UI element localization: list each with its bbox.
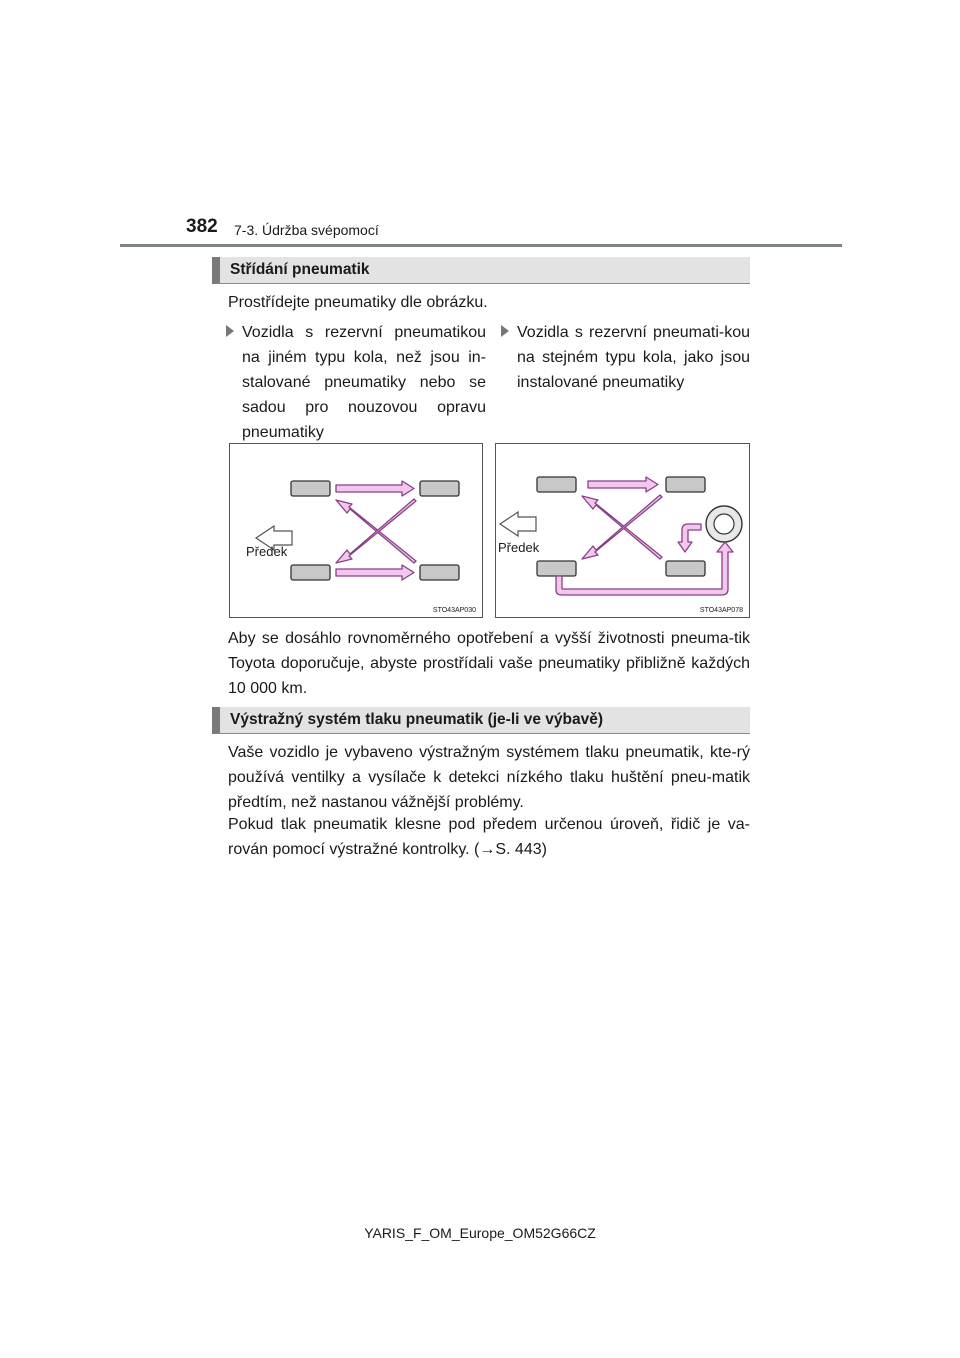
front-label: Předek bbox=[498, 540, 540, 555]
arrow-front-to-rear-top bbox=[336, 481, 414, 496]
tire-rear-right bbox=[420, 565, 459, 580]
rotation-recommendation-text: Aby se dosáhlo rovnoměrného opotřebení a vyšší životnosti pneuma-tik Toyota doporučuje, abyste prostřídali vaše pneumatiky přibližně každých 10 000 km. bbox=[228, 630, 750, 697]
arrow-spare-to-front bbox=[678, 524, 701, 552]
front-arrow-icon bbox=[500, 512, 536, 536]
section-heading-text: Střídání pneumatik bbox=[230, 261, 370, 278]
section-heading-tpws bbox=[212, 707, 750, 734]
tire-front-right bbox=[291, 565, 330, 580]
tire-front-left bbox=[291, 481, 330, 496]
tpws-paragraph-1: Vaše vozidlo je vybaveno výstražným systémem tlaku pneumatik, kte-rý používá ventilky a vysílače k detekci nízkého tlaku huštění pneu-matik předtím, než nastanou vážnější problémy. bbox=[228, 744, 750, 811]
header-rule bbox=[120, 244, 842, 247]
arrow-front-to-rear-top bbox=[588, 477, 658, 492]
footer-doc-code: YARIS_F_OM_Europe_OM52G66CZ bbox=[364, 1225, 596, 1241]
tire-rear-right bbox=[666, 561, 705, 576]
section-path: 7-3. Údržba svépomocí bbox=[234, 222, 379, 238]
page-number: 382 bbox=[186, 216, 218, 237]
bullet-arrow-icon bbox=[226, 325, 234, 337]
tire-rotation-figure-right bbox=[495, 443, 750, 618]
tire-rear-left bbox=[666, 477, 705, 492]
tire-rotation-figure-left bbox=[229, 443, 483, 618]
figure-code: STO43AP078 bbox=[699, 607, 743, 614]
bullet-arrow-icon bbox=[501, 325, 509, 337]
front-label: Předek bbox=[246, 544, 288, 559]
arrow-front-to-rear-bottom bbox=[336, 565, 414, 580]
spare-tire-icon bbox=[706, 506, 742, 542]
figure-code: STO43AP030 bbox=[432, 607, 476, 614]
bullet-text: Vozidla s rezervní pneumati-kou na stejném typu kola, jako jsou instalované pneumatiky bbox=[517, 324, 750, 391]
bullet-item-same-spare bbox=[517, 320, 750, 395]
intro-text: Prostřídejte pneumatiky dle obrázku. bbox=[228, 294, 488, 311]
bullet-text: Vozidla s rezervní pneumatikou na jiném typu kola, než jsou in-stalované pneumatiky nebo se sadou pro nouzovou opravu pneumatiky bbox=[242, 324, 486, 441]
tpws-paragraph-2: Pokud tlak pneumatik klesne pod předem určenou úroveň, řidič je va-rován pomocí výstražné kontrolky. (→S. 443) bbox=[228, 816, 750, 858]
tire-front-right bbox=[537, 561, 576, 576]
section-heading-text: Výstražný systém tlaku pneumatik (je-li ve výbavě) bbox=[230, 711, 604, 728]
section-heading-tire-rotation bbox=[212, 257, 750, 284]
rotation-diagram-five-tire bbox=[496, 444, 751, 619]
bullet-item-different-spare bbox=[242, 320, 486, 445]
tire-rear-left bbox=[420, 481, 459, 496]
rotation-diagram-x-pattern bbox=[230, 444, 484, 619]
tire-front-left bbox=[537, 477, 576, 492]
arrow-rear-right-to-spare bbox=[556, 542, 733, 595]
